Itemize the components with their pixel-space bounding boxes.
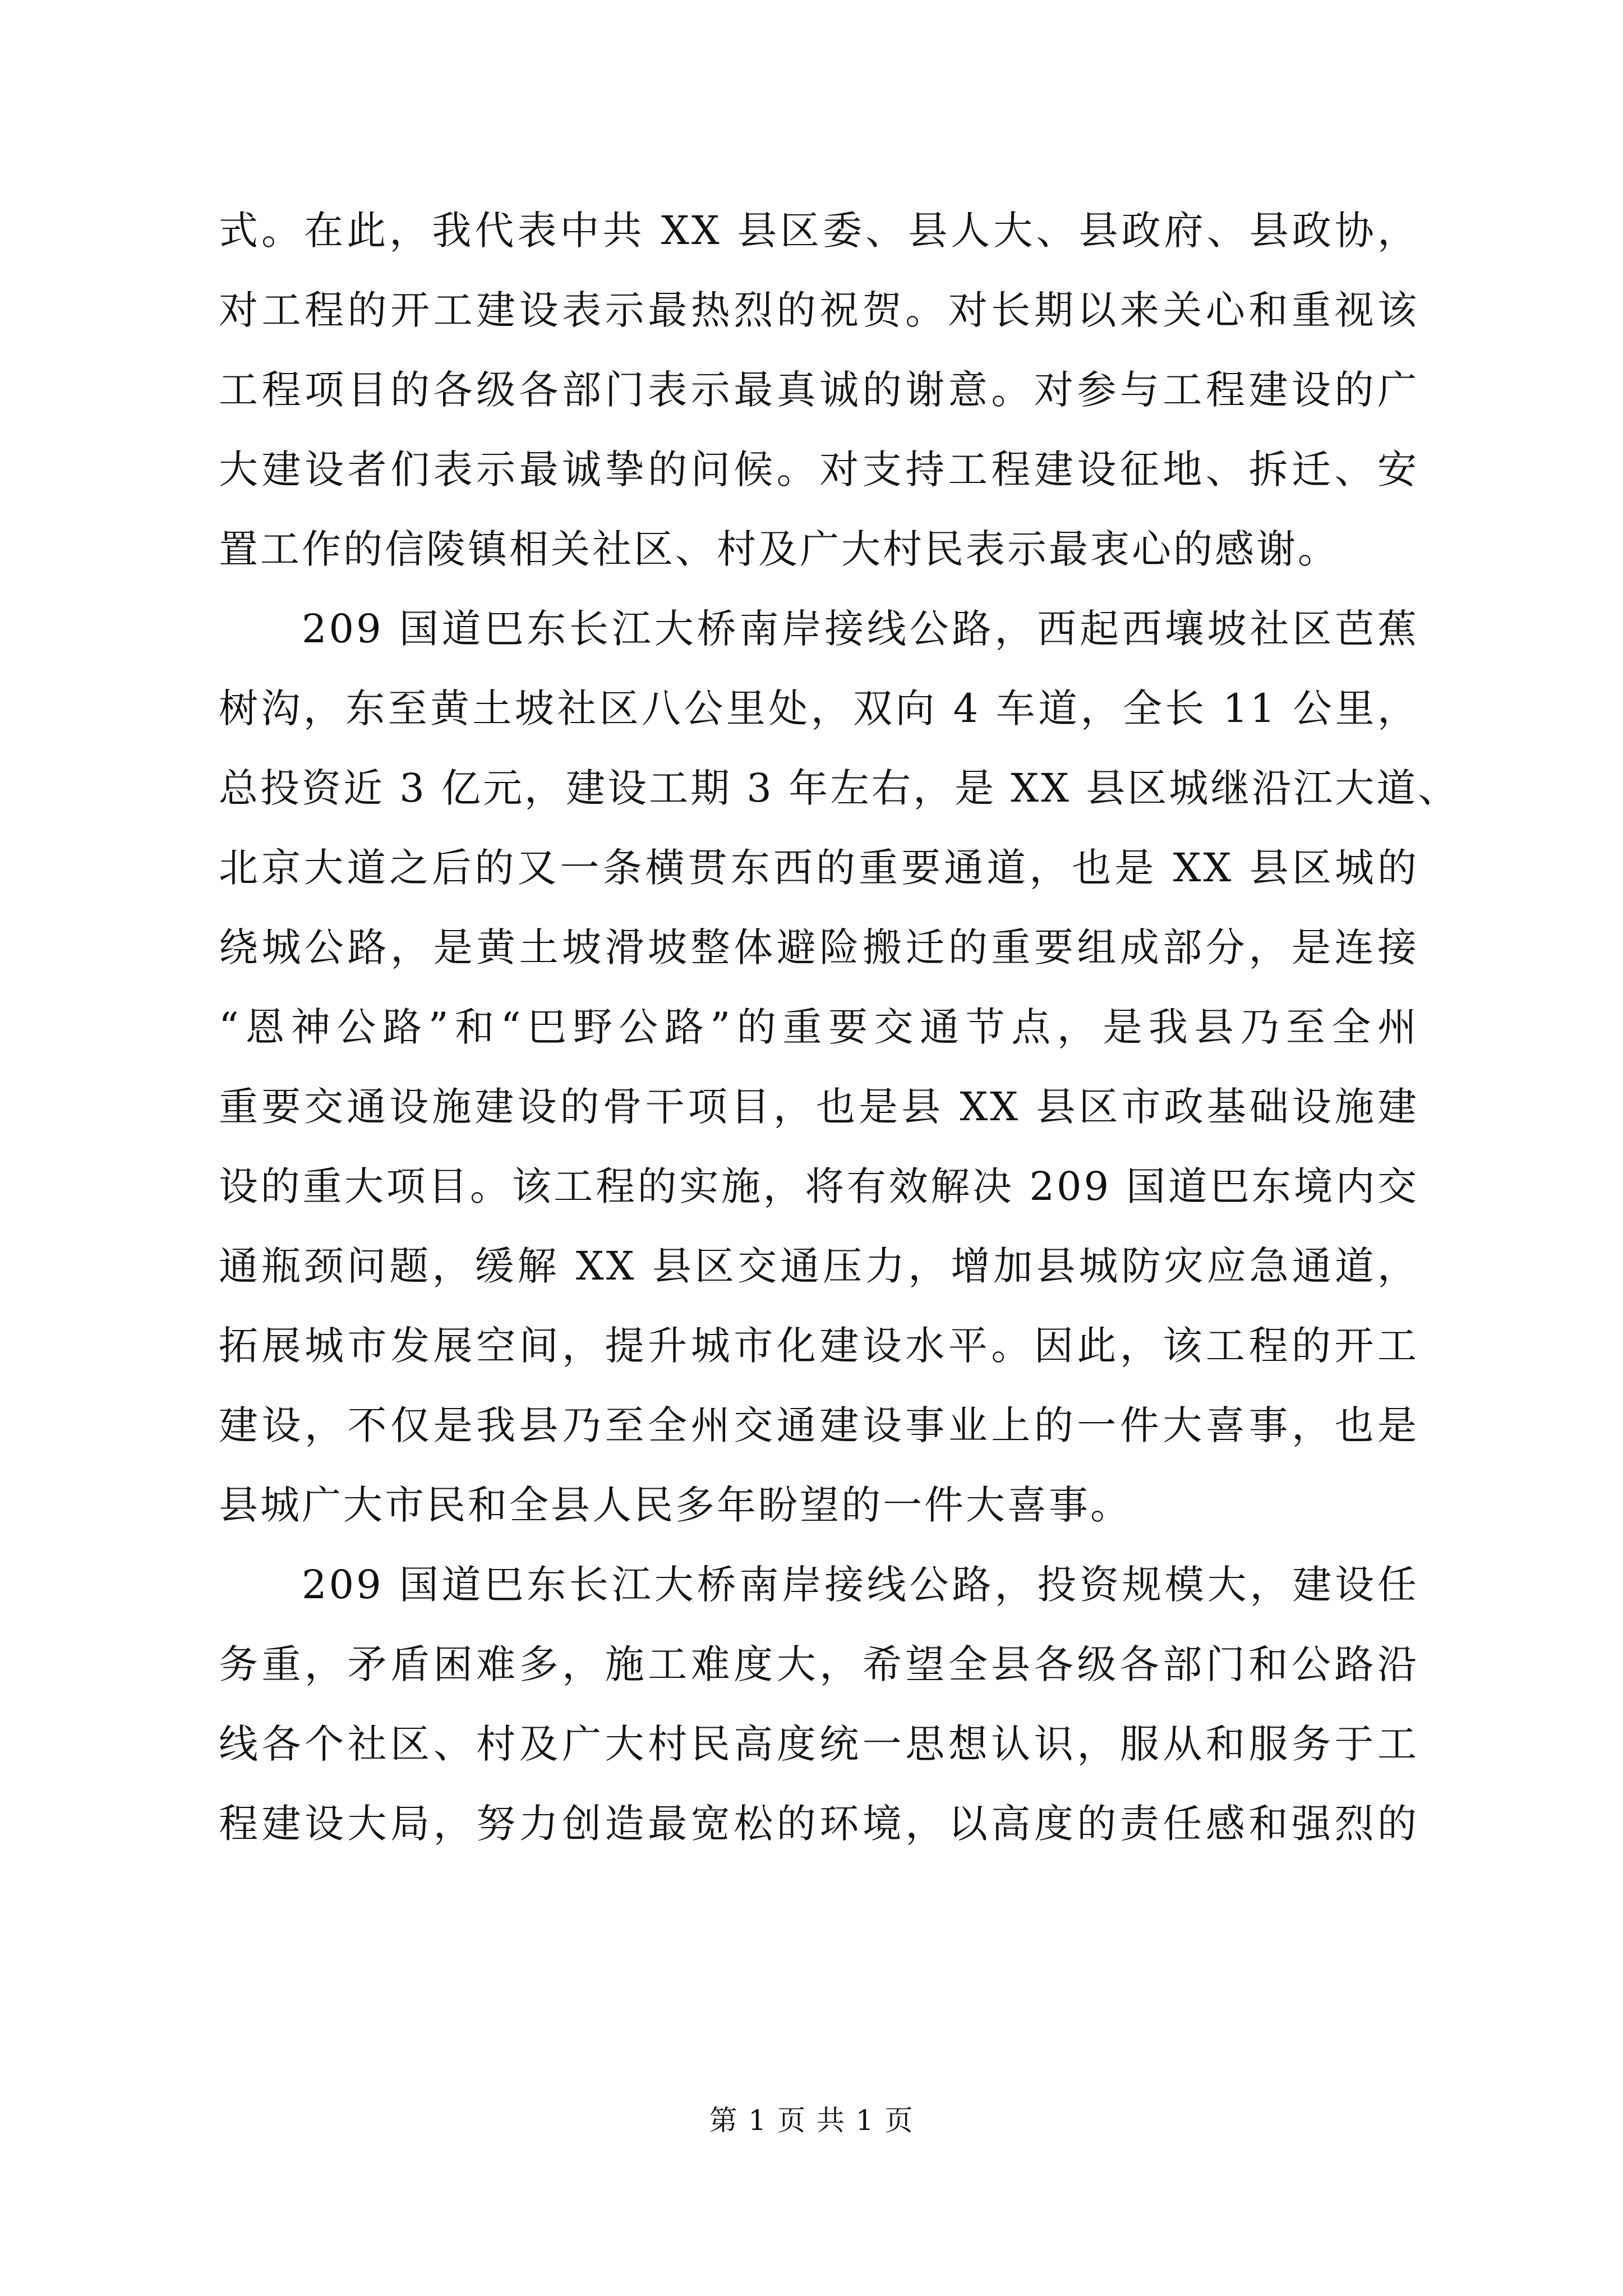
text-line: “恩神公路”和“巴野公路”的重要交通节点，是我县乃至全州 xyxy=(219,1004,1419,1050)
text-line: 工程项目的各级各部门表示最真诚的谢意。对参与工程建设的广 xyxy=(219,367,1419,413)
text-line: 重要交通设施建设的骨干项目，也是县 XX 县区市政基础设施建 xyxy=(219,1084,1419,1130)
text-line: 建设，不仅是我县乃至全州交通建设事业上的一件大喜事，也是 xyxy=(219,1402,1419,1448)
text-line: 拓展城市发展空间，提升城市化建设水平。因此，该工程的开工 xyxy=(219,1323,1419,1369)
text-line: 通瓶颈问题，缓解 XX 县区交通压力，增加县城防灾应急通道， xyxy=(219,1243,1419,1289)
text-line: 设的重大项目。该工程的实施，将有效解决 209 国道巴东境内交 xyxy=(219,1163,1419,1209)
document-body xyxy=(219,191,1460,1864)
text-line: 北京大道之后的又一条横贯东西的重要通道，也是 XX 县区城的 xyxy=(219,845,1419,891)
text-line: 置工作的信陵镇相关社区、村及广大村民表示最衷心的感谢。 xyxy=(219,526,1339,572)
text-line: 树沟，东至黄土坡社区八公里处，双向 4 车道，全长 11 公里， xyxy=(219,685,1419,731)
text-line: 式。在此，我代表中共 XX 县区委、县人大、县政府、县政协， xyxy=(219,208,1419,254)
text-line: 程建设大局，努力创造最宽松的环境，以高度的责任感和强烈的 xyxy=(219,1801,1419,1847)
text-line: 县城广大市民和全县人民多年盼望的一件大喜事。 xyxy=(219,1482,1132,1528)
text-line: 209 国道巴东长江大桥南岸接线公路，西起西壤坡社区芭蕉 xyxy=(302,606,1419,652)
text-line: 对工程的开工建设表示最热烈的祝贺。对长期以来关心和重视该 xyxy=(219,287,1419,333)
text-line: 大建设者们表示最诚挚的问候。对支持工程建设征地、拆迁、安 xyxy=(219,447,1419,493)
text-line: 务重，矛盾困难多，施工难度大，希望全县各级各部门和公路沿 xyxy=(219,1641,1419,1687)
text-line: 209 国道巴东长江大桥南岸接线公路，投资规模大，建设任 xyxy=(302,1562,1419,1608)
page-footer: 第 1 页 共 1 页 xyxy=(709,2104,914,2137)
text-line: 线各个社区、村及广大村民高度统一思想认识，服从和服务于工 xyxy=(219,1721,1419,1767)
text-line: 总投资近 3 亿元，建设工期 3 年左右，是 XX 县区城继沿江大道、 xyxy=(219,765,1460,811)
text-line: 绕城公路，是黄土坡滑坡整体避险搬迁的重要组成部分，是连接 xyxy=(219,924,1419,970)
